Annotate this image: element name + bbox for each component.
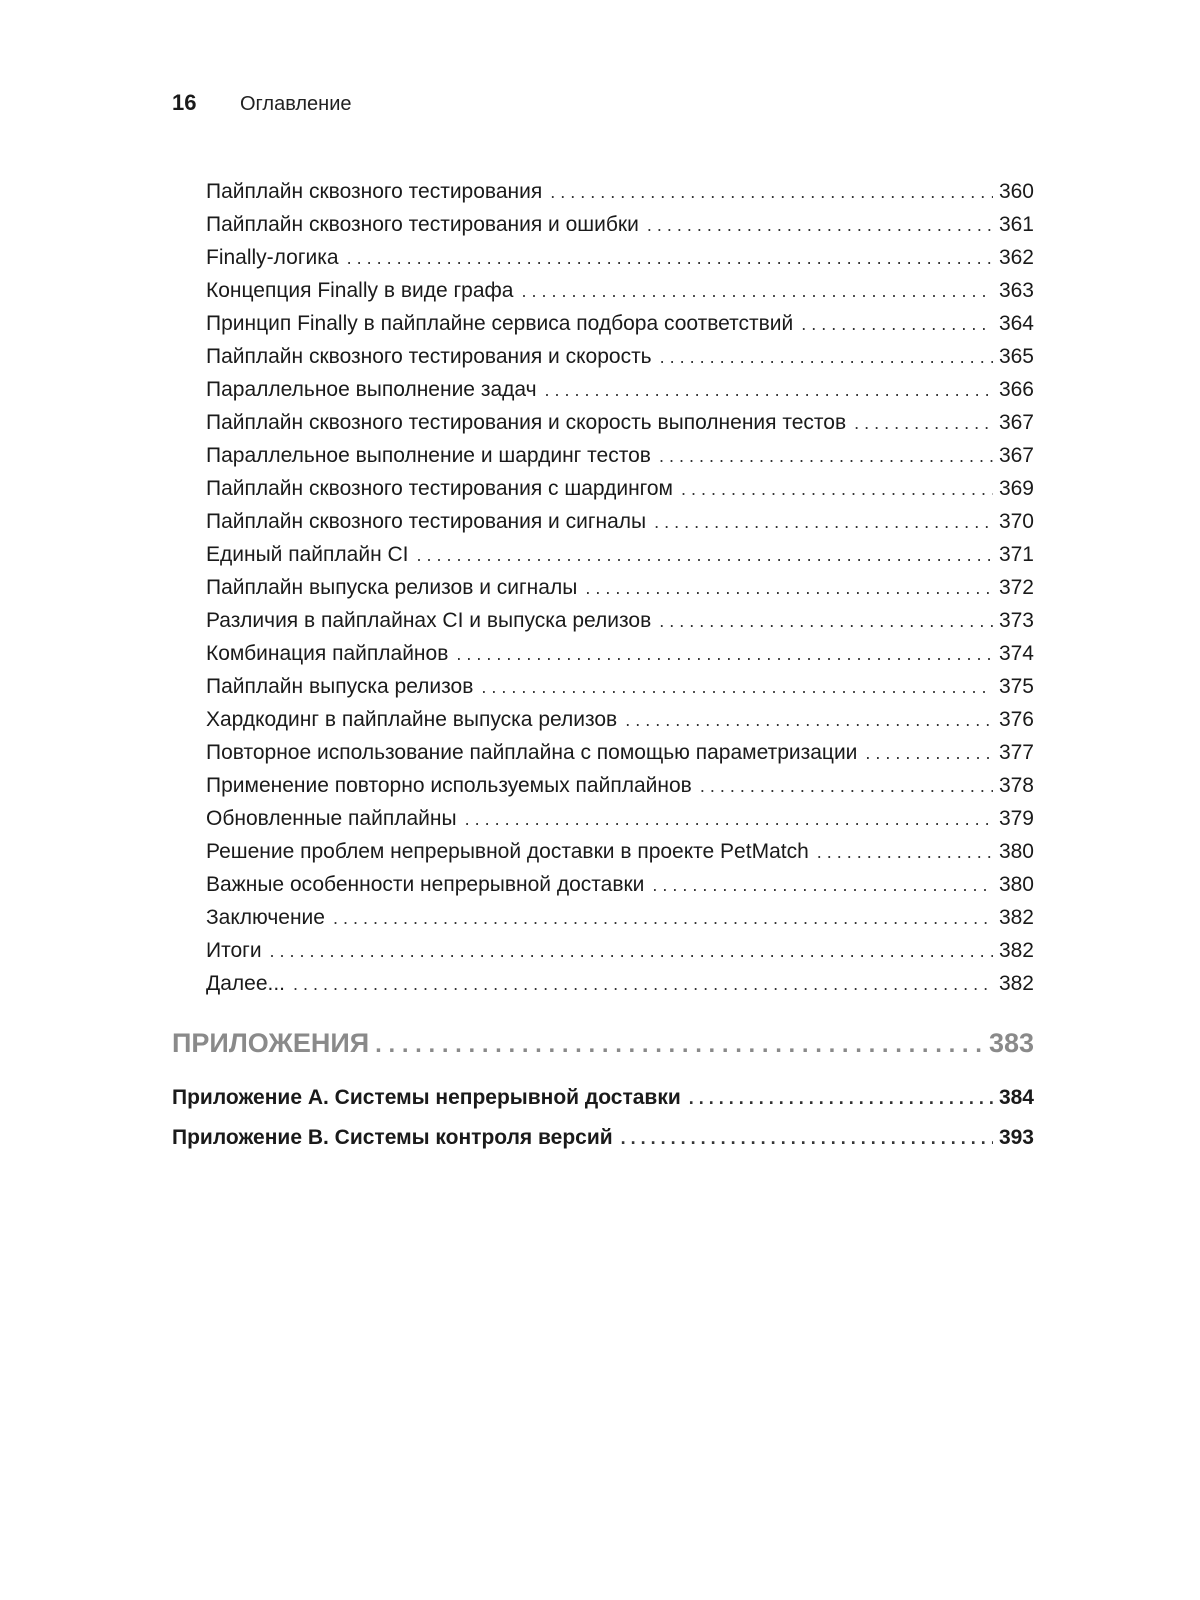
toc-entry-page: 362	[998, 246, 1034, 269]
toc-entry-page: 367	[998, 444, 1034, 467]
toc-entry-page: 370	[998, 510, 1034, 533]
toc-entry[interactable]	[206, 439, 1034, 472]
toc-entry[interactable]	[206, 571, 1034, 604]
dot-leader	[375, 1031, 983, 1059]
dot-leader	[621, 1118, 993, 1158]
toc-entry-title: Пайплайн сквозного тестирования и скорость	[206, 345, 652, 368]
page-number: 16	[172, 90, 197, 115]
toc-entry[interactable]	[206, 274, 1034, 307]
dot-leader	[333, 902, 993, 935]
toc-entry-page: 382	[998, 939, 1034, 962]
toc-entry[interactable]	[206, 934, 1034, 967]
toc-entry-title: Итоги	[206, 939, 262, 962]
toc-entry-title: Далее...	[206, 972, 286, 995]
toc-entry-page: 374	[998, 642, 1034, 665]
toc-entry[interactable]	[206, 967, 1034, 1000]
dot-leader	[270, 935, 993, 968]
toc-entry[interactable]	[206, 373, 1034, 406]
appendix-entry-title: Приложение В. Системы контроля версий	[172, 1126, 613, 1149]
toc-entry-title: Пайплайн сквозного тестирования и ошибки	[206, 213, 639, 236]
dot-leader	[417, 539, 993, 572]
toc-entry-title: Заключение	[206, 906, 325, 929]
toc-entry-title: Повторное использование пайплайна с помощью параметризации	[206, 741, 858, 764]
dot-leader	[585, 572, 993, 605]
appendix-entry-title: Приложение А. Системы непрерывной доставки	[172, 1086, 681, 1109]
toc-entry[interactable]	[206, 703, 1034, 736]
toc-entry-title: Важные особенности непрерывной доставки	[206, 873, 645, 896]
dot-leader	[659, 605, 993, 638]
toc-entry-page: 367	[998, 411, 1034, 434]
toc-entry-page: 365	[998, 345, 1034, 368]
toc-entry[interactable]	[206, 769, 1034, 802]
toc-entry[interactable]	[206, 604, 1034, 637]
dot-leader	[854, 407, 993, 440]
appendix-entry-page: 393	[998, 1126, 1034, 1149]
toc-entry-page: 382	[998, 972, 1034, 995]
toc-entry[interactable]	[206, 208, 1034, 241]
toc-entry-page: 379	[998, 807, 1034, 830]
toc-entry-title: Пайплайн выпуска релизов и сигналы	[206, 576, 578, 599]
dot-leader	[654, 506, 993, 539]
appendix-entry-page: 384	[998, 1086, 1034, 1109]
appendix-entry[interactable]	[172, 1078, 1034, 1118]
page-header	[172, 90, 352, 116]
toc-entry-title: Единый пайплайн CI	[206, 543, 409, 566]
toc-entry-page: 371	[998, 543, 1034, 566]
toc-entry-title: Принцип Finally в пайплайне сервиса подбора соответствий	[206, 312, 794, 335]
dot-leader	[465, 803, 993, 836]
toc-entry[interactable]	[206, 307, 1034, 340]
appendix-entry[interactable]	[172, 1118, 1034, 1158]
dot-leader	[521, 275, 993, 308]
toc-entry-title: Пайплайн сквозного тестирования и сигналы	[206, 510, 647, 533]
toc-entry-page: 361	[998, 213, 1034, 236]
toc-entry-page: 375	[998, 675, 1034, 698]
toc-entry-title: Пайплайн выпуска релизов	[206, 675, 474, 698]
toc-entry-page: 363	[998, 279, 1034, 302]
dot-leader	[681, 473, 993, 506]
appendices-heading-page: 383	[988, 1028, 1034, 1058]
toc-entry[interactable]	[206, 340, 1034, 373]
toc-entry-page: 372	[998, 576, 1034, 599]
toc-entry-title: Комбинация пайплайнов	[206, 642, 449, 665]
dot-leader	[481, 671, 993, 704]
toc-entry-title: Пайплайн сквозного тестирования с шардингом	[206, 477, 673, 500]
toc-entry-page: 373	[998, 609, 1034, 632]
toc-entry-title: Параллельное выполнение и шардинг тестов	[206, 444, 651, 467]
dot-leader	[456, 638, 993, 671]
toc-entry-page: 378	[998, 774, 1034, 797]
dot-leader	[817, 836, 993, 869]
toc-entry[interactable]	[206, 802, 1034, 835]
toc-entry-title: Finally-логика	[206, 246, 339, 269]
toc-entry[interactable]	[206, 406, 1034, 439]
toc-entry[interactable]	[206, 505, 1034, 538]
toc-entry-page: 366	[998, 378, 1034, 401]
toc-entry-page: 369	[998, 477, 1034, 500]
dot-leader	[659, 440, 993, 473]
toc-entry-title: Применение повторно используемых пайплайнов	[206, 774, 692, 797]
dot-leader	[689, 1078, 993, 1118]
toc-entry[interactable]	[206, 472, 1034, 505]
toc-entry[interactable]	[206, 868, 1034, 901]
dot-leader	[647, 209, 993, 242]
dot-leader	[700, 770, 993, 803]
toc-entry-page: 376	[998, 708, 1034, 731]
toc-entry-title: Концепция Finally в виде графа	[206, 279, 514, 302]
toc-entry[interactable]	[206, 637, 1034, 670]
toc-entry-page: 377	[998, 741, 1034, 764]
toc-entry[interactable]	[206, 670, 1034, 703]
toc-entry-title: Пайплайн сквозного тестирования	[206, 180, 543, 203]
dot-leader	[293, 968, 993, 1001]
toc-entry-title: Обновленные пайплайны	[206, 807, 457, 830]
toc-list	[206, 175, 1034, 1000]
dot-leader	[625, 704, 993, 737]
appendices-heading-title: ПРИЛОЖЕНИЯ	[172, 1028, 370, 1058]
toc-entry[interactable]	[206, 175, 1034, 208]
toc-entry-title: Параллельное выполнение задач	[206, 378, 537, 401]
toc-entry[interactable]	[206, 241, 1034, 274]
toc-entry[interactable]	[206, 901, 1034, 934]
toc-entry-title: Хардкодинг в пайплайне выпуска релизов	[206, 708, 618, 731]
toc-entry-page: 380	[998, 873, 1034, 896]
toc-entry-title: Различия в пайплайнах CI и выпуска релизов	[206, 609, 652, 632]
dot-leader	[801, 308, 993, 341]
dot-leader	[545, 374, 993, 407]
running-title: Оглавление	[240, 93, 352, 115]
toc-entry-page: 382	[998, 906, 1034, 929]
toc-entry-title: Решение проблем непрерывной доставки в проекте PetMatch	[206, 840, 809, 863]
appendices-heading[interactable]	[172, 1028, 1034, 1059]
dot-leader	[550, 176, 993, 209]
appendix-list	[172, 1078, 1034, 1158]
toc-entry[interactable]	[206, 736, 1034, 769]
toc-entry-page: 380	[998, 840, 1034, 863]
dot-leader	[652, 869, 993, 902]
dot-leader	[865, 737, 993, 770]
toc-entry-page: 364	[998, 312, 1034, 335]
dot-leader	[660, 341, 993, 374]
toc-entry-title: Пайплайн сквозного тестирования и скорость выполнения тестов	[206, 411, 847, 434]
toc-entry[interactable]	[206, 835, 1034, 868]
toc-entry[interactable]	[206, 538, 1034, 571]
dot-leader	[347, 242, 993, 275]
toc-entry-page: 360	[998, 180, 1034, 203]
